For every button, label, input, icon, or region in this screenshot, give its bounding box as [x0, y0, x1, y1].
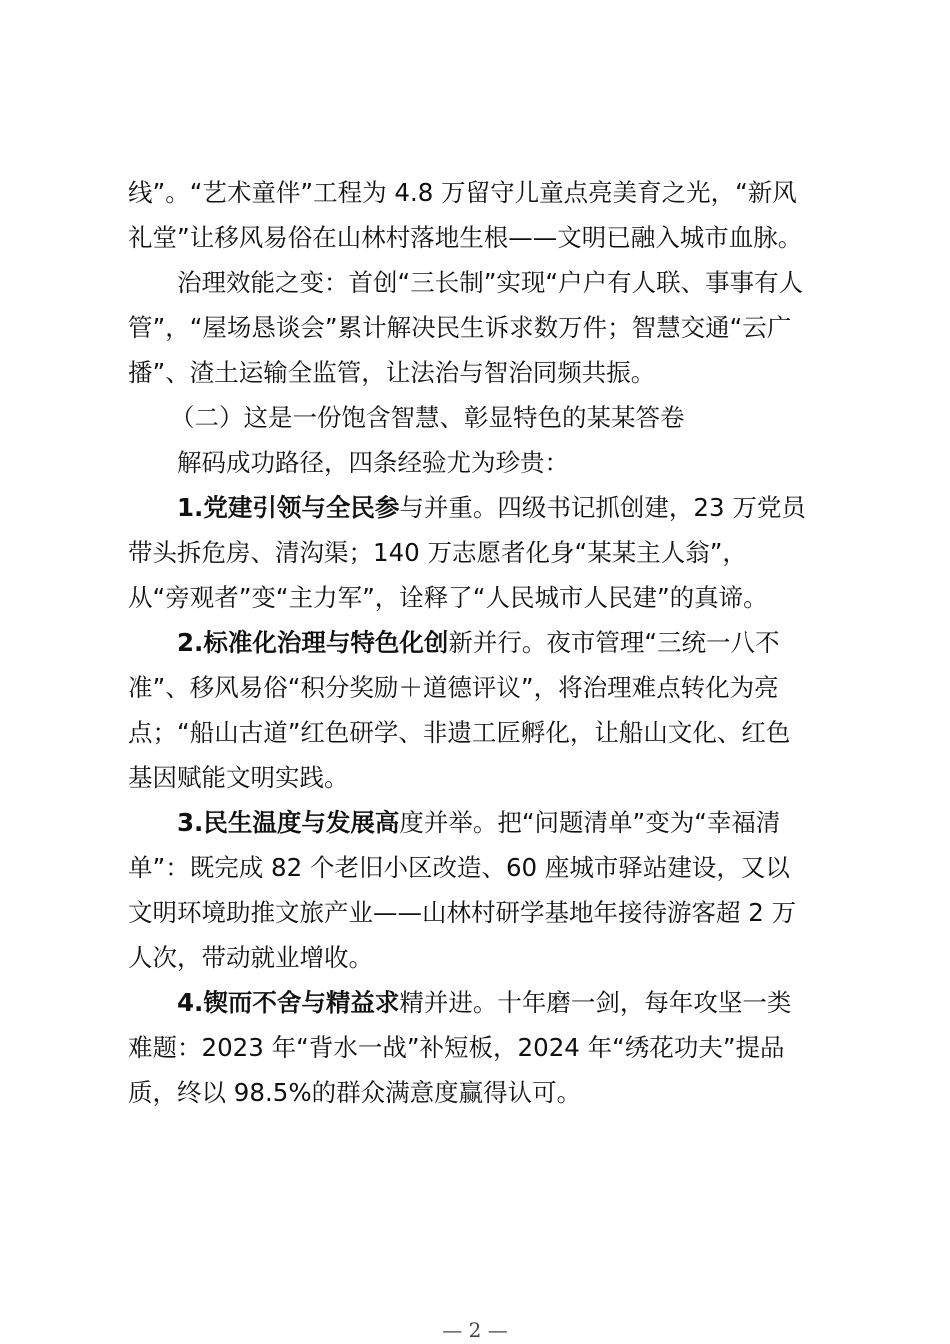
text-line: [177, 443, 569, 483]
text-run: 人次，带动就业增收。: [128, 943, 373, 972]
text-run: 线”。“艺术童伴”工程为 4.8 万留守儿童点亮美育之光，“新风: [128, 178, 797, 207]
text-line: [128, 758, 349, 798]
text-line: [128, 218, 802, 258]
text-line: [177, 488, 806, 528]
text-line: [128, 1073, 581, 1113]
text-line: [177, 623, 780, 663]
text-line: [177, 803, 780, 843]
text-line: [177, 983, 791, 1023]
bold-lead-text: 1.党建引领与全民参: [177, 493, 400, 522]
text-line: [177, 263, 803, 303]
text-run: 与并重。四级书记抓创建，23 万党员: [399, 493, 806, 522]
text-run: 准”、移风易俗“积分奖励＋道德评议”，将治理难点转化为亮: [128, 673, 779, 702]
text-line: [128, 938, 373, 978]
text-run: 度并举。把“问题清单”变为“幸福清: [399, 808, 781, 837]
bold-lead-text: 2.标准化治理与特色化创: [177, 628, 449, 657]
text-run: 解码成功路径，四条经验尤为珍贵：: [177, 448, 569, 477]
text-run: 带头拆危房、清沟渠；140 万志愿者化身“某某主人翁”，: [128, 538, 747, 567]
text-run: 礼堂”让移风易俗在山林村落地生根——文明已融入城市血脉。: [128, 223, 803, 252]
text-line: [128, 1028, 785, 1068]
text-run: （二）这是一份饱含智慧、彰显特色的某某答卷: [170, 403, 685, 432]
text-run: 质，终以 98.5%的群众满意度赢得认可。: [128, 1078, 582, 1107]
text-line: [128, 668, 779, 708]
text-run: 单”：既完成 82 个老旧小区改造、60 座城市驿站建设，又以: [128, 853, 790, 882]
text-run: 难题：2023 年“背水一战”补短板，2024 年“绣花功夫”提品: [128, 1033, 785, 1062]
text-run: 文明环境助推文旅产业——山林村研学基地年接待游客超 2 万: [128, 898, 797, 927]
text-run: 治理效能之变：首创“三长制”实现“户户有人联、事事有人: [177, 268, 804, 297]
text-line: [128, 353, 655, 393]
text-run: 管”，“屋场恳谈会”累计解决民生诉求数万件；智慧交通“云广: [128, 313, 792, 342]
text-line: [128, 893, 796, 933]
text-run: 新并行。夜市管理“三统一八不: [448, 628, 780, 657]
page-number: — 2 —: [442, 1318, 508, 1342]
text-run: 基因赋能文明实践。: [128, 763, 349, 792]
text-line: [128, 308, 791, 348]
text-line: [128, 578, 768, 618]
text-run: 从“旁观者”变“主力军”，诠释了“人民城市人民建”的真谛。: [128, 583, 768, 612]
text-line: [128, 713, 790, 753]
text-run: 点；“船山古道”红色研学、非遗工匠孵化，让船山文化、红色: [128, 718, 791, 747]
text-line: [128, 848, 790, 888]
text-run: 播”、渣土运输全监管，让法治与智治同频共振。: [128, 358, 656, 387]
bold-lead-text: 4.锲而不舍与精益求: [177, 988, 400, 1017]
section-heading: [170, 398, 685, 438]
text-run: 精并进。十年磨一剑，每年攻坚一类: [399, 988, 792, 1017]
text-line: [128, 533, 747, 573]
text-line: [128, 173, 797, 213]
bold-lead-text: 3.民生温度与发展高: [177, 808, 400, 837]
